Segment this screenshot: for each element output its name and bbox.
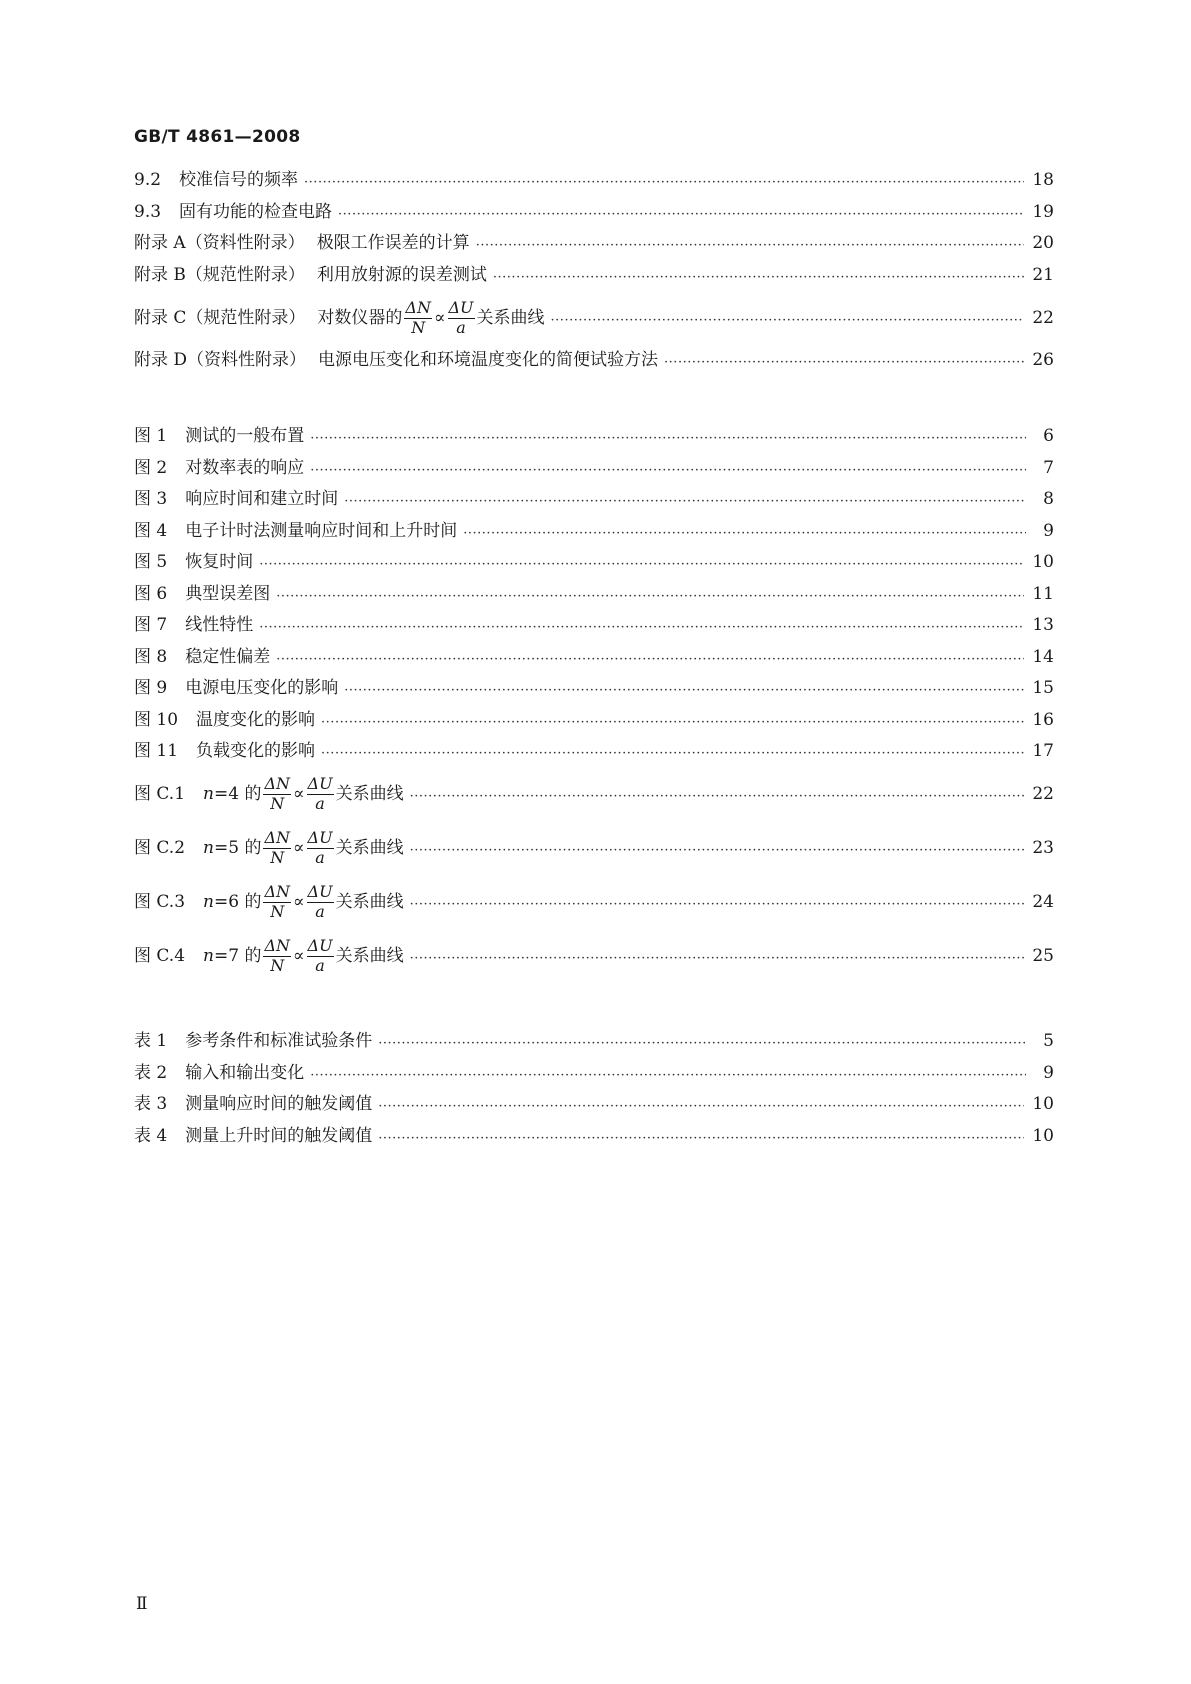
leader-dots [493, 271, 1024, 284]
entry-label: 图 8 [134, 646, 168, 667]
entry-title: 参考条件和标准试验条件 [185, 1031, 373, 1052]
page-number: 21 [1032, 264, 1054, 285]
entry-label: 图 5 [134, 552, 168, 573]
page-number: 9 [1043, 520, 1054, 541]
entry-label: 图 4 [134, 520, 168, 541]
fraction-delta-u: $\frac{\Delta U}{a}$ [307, 882, 333, 921]
toc-entry-appendix[interactable] [134, 228, 1054, 260]
toc-entry-figure[interactable] [134, 453, 1054, 485]
formula [263, 938, 333, 975]
toc-entry-table[interactable] [134, 1058, 1054, 1090]
leader-dots [259, 558, 1024, 571]
page-number: 15 [1032, 678, 1054, 699]
page-number: 11 [1032, 583, 1054, 604]
entry-title: 响应时间和建立时间 [185, 489, 339, 510]
fraction-delta-n: $\frac{\Delta N}{N}$ [405, 297, 431, 337]
entry-title: 负载变化的影响 [196, 741, 316, 762]
entry-title: 输入和输出变化 [185, 1062, 305, 1083]
appendix-type: （规范性附录） [185, 264, 305, 285]
toc-entry-section[interactable] [134, 197, 1054, 229]
entry-title-post: 关系曲线 [335, 892, 404, 912]
leader-dots [410, 844, 1025, 857]
page-number: 7 [1043, 457, 1054, 478]
toc-entry-figure-c[interactable] [134, 822, 1054, 876]
fraction-delta-n: $\frac{\Delta N}{N}$ [264, 828, 291, 867]
entry-title: 电子计时法测量响应时间和上升时间 [185, 520, 458, 541]
entry-label: 9.3 [134, 201, 162, 222]
toc-entry-figure-c[interactable] [134, 930, 1054, 984]
leader-dots [276, 590, 1024, 603]
leader-dots [410, 790, 1025, 803]
formula [263, 776, 333, 813]
proportional-symbol: ∝ [293, 784, 305, 804]
entry-title: 恢复时间 [185, 552, 254, 573]
proportional-symbol: ∝ [293, 946, 305, 966]
entry-title: 测量响应时间的触发阈值 [185, 1094, 373, 1115]
leader-dots [321, 716, 1024, 729]
n-variable: n [203, 892, 214, 912]
fraction-delta-u: $\frac{\Delta U}{a}$ [448, 297, 474, 337]
toc-sections-appendices [134, 165, 1054, 377]
leader-dots [378, 1132, 1024, 1145]
entry-label: 附录 D [134, 350, 188, 371]
entry-title: 温度变化的影响 [196, 709, 316, 730]
leader-dots [410, 898, 1025, 911]
page-number: 24 [1032, 892, 1054, 912]
proportional-symbol: ∝ [433, 307, 446, 328]
toc-entry-appendix[interactable] [134, 260, 1054, 292]
entry-label: 附录 B [134, 264, 186, 285]
page-number: 9 [1043, 1062, 1054, 1083]
entry-label: 图 2 [134, 457, 168, 478]
toc-tables [134, 1026, 1054, 1152]
toc-entry-figure[interactable] [134, 547, 1054, 579]
page-number: 25 [1032, 946, 1054, 966]
n-value: =7 的 [213, 946, 262, 966]
formula [263, 830, 333, 867]
entry-title: 校准信号的频率 [179, 170, 299, 191]
entry-label: 图 7 [134, 615, 168, 636]
entry-title-pre: 对数仪器的 [317, 307, 403, 328]
toc-entry-figure[interactable] [134, 484, 1054, 516]
page-number: 10 [1032, 1094, 1054, 1115]
n-value: =6 的 [213, 892, 262, 912]
toc-entry-figure[interactable] [134, 516, 1054, 548]
entry-label: 9.2 [134, 170, 162, 191]
leader-dots [310, 464, 1026, 477]
entry-title: 固有功能的检查电路 [179, 201, 333, 222]
entry-label: 图 11 [134, 741, 179, 762]
fraction-delta-n: $\frac{\Delta N}{N}$ [264, 936, 291, 975]
fraction-delta-n: $\frac{\Delta N}{N}$ [264, 774, 291, 813]
toc-entry-figure[interactable] [134, 579, 1054, 611]
leader-dots [276, 653, 1024, 666]
leader-dots [310, 432, 1026, 445]
proportional-symbol: ∝ [293, 838, 305, 858]
leader-dots [259, 621, 1024, 634]
leader-dots [664, 356, 1024, 369]
page-number: 5 [1043, 1031, 1054, 1052]
entry-title-post: 关系曲线 [335, 946, 404, 966]
leader-dots [338, 208, 1024, 221]
entry-label: 图 10 [134, 709, 179, 730]
appendix-type: （资料性附录） [185, 233, 305, 254]
toc-entry-figure[interactable] [134, 705, 1054, 737]
toc-entry-figure-c[interactable] [134, 876, 1054, 930]
page-number: 17 [1032, 741, 1054, 762]
n-variable: n [203, 784, 214, 804]
entry-label: 图 C.3 [134, 892, 186, 912]
page-number: 14 [1032, 646, 1054, 667]
leader-dots [476, 239, 1025, 252]
entry-label: 图 9 [134, 678, 168, 699]
entry-label: 附录 C [134, 307, 187, 328]
leader-dots [463, 527, 1026, 540]
toc-entry-table[interactable] [134, 1121, 1054, 1153]
toc-entry-appendix[interactable] [134, 345, 1054, 377]
entry-title-post: 关系曲线 [335, 838, 404, 858]
entry-label: 表 2 [134, 1062, 168, 1083]
toc-entry-section[interactable] [134, 165, 1054, 197]
toc-entry-figure[interactable] [134, 421, 1054, 453]
entry-label: 图 C.1 [134, 784, 186, 804]
page-number: 23 [1032, 838, 1054, 858]
leader-dots [551, 314, 1025, 327]
entry-title: 线性特性 [185, 615, 254, 636]
entry-title: 对数率表的响应 [185, 457, 305, 478]
page-number: 10 [1032, 1125, 1054, 1146]
entry-title-post: 关系曲线 [335, 784, 404, 804]
entry-title: 极限工作误差的计算 [316, 233, 470, 254]
page-number: 19 [1032, 201, 1054, 222]
toc-entry-figure[interactable] [134, 736, 1054, 768]
entry-title: 典型误差图 [185, 583, 271, 604]
n-value: =5 的 [213, 838, 262, 858]
entry-title: 稳定性偏差 [185, 646, 271, 667]
fraction-delta-u: $\frac{\Delta U}{a}$ [307, 774, 333, 813]
leader-dots [321, 747, 1024, 760]
formula [404, 297, 474, 337]
appendix-type: （资料性附录） [187, 350, 307, 371]
toc-entry-figure-c[interactable] [134, 768, 1054, 822]
page-number: 26 [1032, 350, 1054, 371]
n-variable: n [203, 946, 214, 966]
leader-dots [410, 952, 1025, 965]
proportional-symbol: ∝ [293, 892, 305, 912]
n-variable: n [203, 838, 214, 858]
entry-title: 利用放射源的误差测试 [316, 264, 487, 285]
fraction-delta-u: $\frac{\Delta U}{a}$ [307, 936, 333, 975]
leader-dots [378, 1037, 1026, 1050]
fraction-delta-n: $\frac{\Delta N}{N}$ [264, 882, 291, 921]
page-number: 13 [1032, 615, 1054, 636]
entry-label: 图 1 [134, 426, 168, 447]
document-id-header: GB/T 4861—2008 [134, 127, 301, 147]
formula [263, 884, 333, 921]
toc-entry-figure[interactable] [134, 610, 1054, 642]
entry-label: 表 3 [134, 1094, 168, 1115]
toc-entry-appendix[interactable] [134, 291, 1054, 345]
leader-dots [378, 1100, 1024, 1113]
entry-title: 电源电压变化和环境温度变化的简便试验方法 [318, 350, 659, 371]
page-number: 16 [1032, 709, 1054, 730]
toc-entry-table[interactable] [134, 1089, 1054, 1121]
leader-dots [304, 176, 1024, 189]
page-number-footer: Ⅱ [136, 1594, 148, 1614]
page-number: 22 [1032, 307, 1054, 328]
appendix-type: （规范性附录） [186, 307, 306, 328]
n-value: =4 的 [213, 784, 262, 804]
entry-title: 测试的一般布置 [185, 426, 305, 447]
leader-dots [344, 684, 1024, 697]
toc-entry-table[interactable] [134, 1026, 1054, 1058]
toc-entry-figure[interactable] [134, 673, 1054, 705]
entry-label: 图 C.4 [134, 946, 186, 966]
entry-label: 图 6 [134, 583, 168, 604]
toc-entry-figure[interactable] [134, 642, 1054, 674]
page-number: 8 [1043, 489, 1054, 510]
entry-title-post: 关系曲线 [476, 307, 545, 328]
entry-label: 附录 A [134, 233, 186, 254]
entry-label: 表 4 [134, 1125, 168, 1146]
leader-dots [310, 1069, 1026, 1082]
page-number: 6 [1043, 426, 1054, 447]
page-number: 18 [1032, 170, 1054, 191]
page-number: 20 [1032, 233, 1054, 254]
toc-figures [134, 421, 1054, 984]
leader-dots [344, 495, 1026, 508]
entry-title: 电源电压变化的影响 [185, 678, 339, 699]
entry-label: 图 C.2 [134, 838, 186, 858]
entry-label: 表 1 [134, 1031, 168, 1052]
page-number: 22 [1032, 784, 1054, 804]
entry-title: 测量上升时间的触发阈值 [185, 1125, 373, 1146]
page-number: 10 [1032, 552, 1054, 573]
entry-label: 图 3 [134, 489, 168, 510]
fraction-delta-u: $\frac{\Delta U}{a}$ [307, 828, 333, 867]
